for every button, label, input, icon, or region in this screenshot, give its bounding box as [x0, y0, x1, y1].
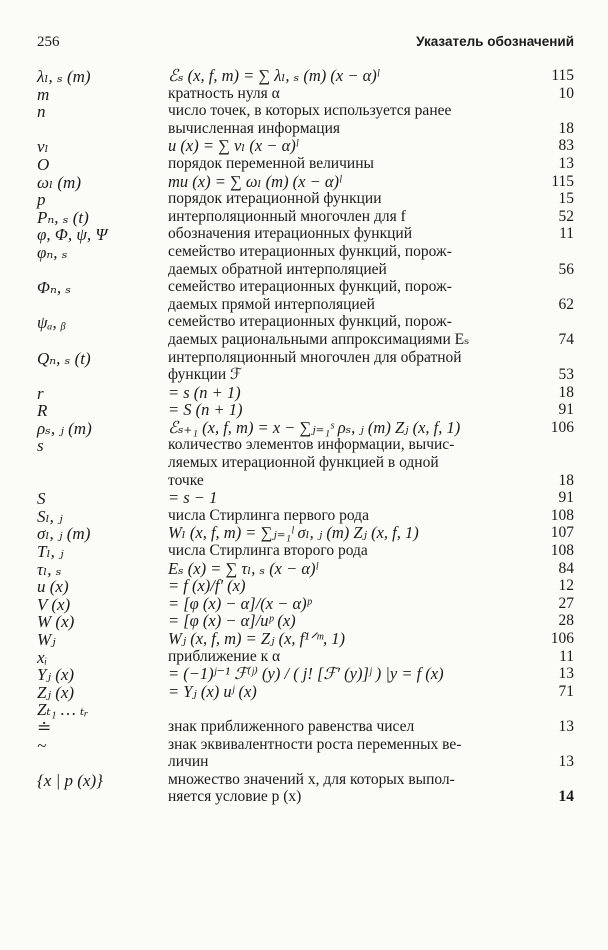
entry-page-ref: 115	[551, 67, 574, 84]
description-line: кратность нуля α	[168, 84, 280, 102]
entry-description	[168, 489, 528, 507]
description-line	[168, 700, 528, 718]
entry-description	[168, 225, 528, 243]
description-line: личин	[168, 753, 209, 771]
entry-page-ref: 56	[558, 260, 574, 278]
entry-symbol: S	[37, 489, 46, 509]
entry-page-ref: 14	[558, 788, 574, 806]
entry-page-ref: 71	[558, 682, 574, 700]
description-line: = [φ (x) − α]/(x − α)ᵖ	[168, 593, 312, 613]
entry-page-ref: 15	[558, 190, 574, 208]
index-entry	[37, 384, 574, 402]
description-line: = S (n + 1)	[168, 400, 243, 420]
entry-description	[168, 648, 528, 666]
entry-page-ref: 18	[558, 119, 574, 137]
entry-description	[168, 665, 528, 683]
description-line: семейство итерационных функций, порож-	[168, 313, 452, 331]
entry-page-ref: 83	[558, 137, 574, 155]
index-entry	[37, 208, 574, 226]
entry-symbol: φₙ, ₛ	[37, 242, 68, 262]
entry-description	[168, 595, 528, 613]
index-entry	[37, 560, 574, 578]
entry-page-ref: 74	[558, 330, 574, 348]
description-line: вычисленная информация	[168, 119, 340, 137]
entry-symbol: V (x)	[37, 594, 71, 614]
entry-page-ref: 11	[559, 225, 574, 243]
entry-symbol: ~	[37, 735, 47, 755]
index-entry	[37, 419, 574, 437]
description-line: порядок итерационной функции	[168, 190, 382, 208]
description-line: семейство итерационных функций, порож-	[168, 278, 452, 296]
entry-symbol: Qₙ, ₛ (t)	[37, 348, 91, 368]
entry-page-ref: 10	[558, 84, 574, 102]
entry-symbol: {x | p (x)}	[37, 770, 103, 790]
description-line: ляемых итерационной функцией в одной	[168, 454, 439, 472]
index-entry	[37, 577, 574, 595]
entry-description	[168, 436, 528, 489]
index-entry	[37, 137, 574, 155]
index-entry	[37, 630, 574, 648]
page-number: 256	[37, 34, 60, 50]
entry-page-ref: 13	[558, 665, 574, 683]
entry-symbol: Zₜ₁ … ₜᵣ	[37, 700, 89, 720]
entry-description	[168, 560, 528, 578]
index-entry	[37, 648, 574, 666]
description-line: интерполяционный многочлен для обратной	[168, 348, 462, 366]
entry-page-ref: 18	[558, 471, 574, 489]
entry-description	[168, 612, 528, 630]
entry-page-ref: 12	[558, 577, 574, 595]
description-line: семейство итерационных функций, порож-	[168, 242, 452, 260]
index-entry	[37, 524, 574, 542]
index-entry	[37, 489, 574, 507]
entry-page-ref: 11	[559, 647, 574, 665]
description-line: Wⱼ (x, f, m) = Zⱼ (x, f¹ᐟᵐ, 1)	[168, 629, 346, 648]
description-line: Wₗ (x, f, m) = ∑ⱼ₌₁ˡ σₗ, ⱼ (m) Zⱼ (x, f, 1)	[168, 523, 419, 543]
entry-description	[168, 102, 528, 137]
entry-description	[168, 718, 528, 736]
description-line: числа Стирлинга первого рода	[168, 506, 369, 524]
description-line: даемых рациональными аппроксимациями Eₛ	[168, 330, 470, 348]
index-entry	[37, 85, 574, 103]
index-entry	[37, 507, 574, 525]
description-line: Eₛ (x) = ∑ τₗ, ₛ (x − α)ˡ	[168, 558, 318, 578]
description-line: порядок переменной величины	[168, 154, 374, 172]
index-entry	[37, 155, 574, 173]
entry-description	[168, 313, 528, 348]
entry-symbol: ≐	[37, 717, 52, 737]
entry-symbol: R	[37, 401, 48, 421]
index-entry	[37, 612, 574, 630]
entry-symbol: u (x)	[37, 577, 69, 597]
description-line: функции ℱ	[168, 366, 243, 384]
index-entry	[37, 401, 574, 419]
entry-page-ref: 84	[558, 559, 574, 577]
entry-symbol: Yⱼ (x)	[37, 665, 75, 685]
entry-page-ref: 28	[558, 612, 574, 630]
entry-symbol: m	[37, 84, 50, 104]
description-line: = Yⱼ (x) uʲ (x)	[168, 681, 257, 701]
page-header	[37, 34, 574, 54]
index-entry	[37, 278, 574, 313]
entry-symbol: σₗ, ⱼ (m)	[37, 524, 91, 544]
entry-description	[168, 524, 528, 542]
entry-page-ref: 53	[558, 366, 574, 384]
entry-page-ref: 13	[558, 717, 574, 735]
index-entry	[37, 595, 574, 613]
entry-symbol: ρₛ, ⱼ (m)	[37, 418, 92, 438]
entry-description	[168, 630, 528, 648]
entry-page-ref: 13	[558, 753, 574, 771]
index-entry	[37, 313, 574, 348]
description-line: количество элементов информации, вычис-	[168, 436, 455, 454]
description-line: знак эквивалентности роста переменных ве-	[168, 735, 462, 753]
description-line: = (−1)ʲ⁻¹ ℱ⁽ʲ⁾ (y) / ( j! [ℱ′ (y)]ʲ ) |y = f (x)	[168, 664, 444, 684]
description-line: ℰₛ₊₁ (x, f, m) = x − ∑ⱼ₌₁ˢ ρₛ, ⱼ (m) Zⱼ (x, f, 1)	[168, 417, 461, 437]
index-entry	[37, 700, 574, 718]
entry-symbol: Pₙ, ₛ (t)	[37, 207, 89, 227]
description-line: = [φ (x) − α]/uᵖ (x)	[168, 611, 296, 631]
entry-page-ref: 115	[551, 172, 574, 190]
entry-description	[168, 384, 528, 402]
entry-symbol: ωₗ (m)	[37, 172, 81, 192]
entry-description	[168, 190, 528, 208]
description-line: точке	[168, 471, 204, 489]
index-entry	[37, 542, 574, 560]
entry-description	[168, 67, 528, 85]
entry-symbol: ψₐ, ᵦ	[37, 313, 66, 333]
index-entry	[37, 349, 574, 384]
description-line: даемых обратной интерполяцией	[168, 260, 387, 278]
entry-symbol: s	[37, 436, 44, 456]
index-entry	[37, 771, 574, 806]
index-entry	[37, 683, 574, 701]
description-line: няется условие p (x)	[168, 788, 302, 806]
entry-description	[168, 401, 528, 419]
description-line: множество значений x, для которых выпол-	[168, 770, 455, 788]
notation-index	[37, 67, 574, 806]
description-line: u (x) = ∑ νₗ (x − α)ˡ	[168, 136, 299, 156]
entry-description	[168, 542, 528, 560]
entry-description	[168, 577, 528, 595]
index-entry	[37, 67, 574, 85]
entry-symbol: λₗ, ₛ (m)	[37, 67, 91, 86]
entry-symbol: n	[37, 102, 46, 122]
entry-description	[168, 771, 528, 806]
entry-symbol: Tₗ, ⱼ	[37, 542, 64, 562]
index-entry	[37, 718, 574, 736]
entry-description	[168, 700, 528, 718]
entry-page-ref: 108	[550, 506, 574, 524]
entry-description	[168, 243, 528, 278]
entry-page-ref: 91	[558, 489, 574, 507]
entry-description	[168, 278, 528, 313]
index-entry	[37, 436, 574, 489]
entry-page-ref: 18	[558, 383, 574, 401]
entry-page-ref: 107	[550, 524, 574, 542]
entry-page-ref: 106	[550, 418, 574, 436]
entry-symbol: O	[37, 154, 50, 174]
description-line: даемых прямой интерполяцией	[168, 295, 375, 313]
entry-symbol: Sₗ, ⱼ	[37, 506, 63, 526]
entry-description	[168, 736, 528, 771]
index-entry	[37, 736, 574, 771]
description-line: mu (x) = ∑ ωₗ (m) (x − α)ˡ	[168, 171, 342, 191]
entry-description	[168, 137, 528, 155]
entry-symbol: r	[37, 383, 44, 403]
entry-symbol: τₗ, ₛ	[37, 559, 62, 579]
index-entry	[37, 665, 574, 683]
entry-symbol: Wⱼ	[37, 630, 56, 649]
entry-symbol: Zⱼ (x)	[37, 682, 75, 702]
entry-description	[168, 507, 528, 525]
description-line: обозначения итерационных функций	[168, 225, 412, 243]
index-entry	[37, 190, 574, 208]
entry-description	[168, 683, 528, 701]
entry-page-ref: 106	[550, 630, 574, 647]
entry-page-ref: 27	[558, 594, 574, 612]
running-title: Указатель обозначений	[416, 34, 574, 49]
description-line: приближение к α	[168, 647, 281, 665]
description-line: интерполяционный многочлен для f	[168, 207, 406, 225]
entry-symbol: φ, Φ, ψ, Ψ	[37, 225, 108, 245]
index-entry	[37, 243, 574, 278]
entry-page-ref: 108	[550, 542, 574, 560]
entry-description	[168, 208, 528, 226]
index-entry	[37, 173, 574, 191]
entry-page-ref: 13	[558, 154, 574, 172]
entry-symbol: p	[37, 190, 46, 210]
description-line: ℰₛ (x, f, m) = ∑ λₗ, ₛ (m) (x − α)ˡ	[168, 66, 379, 85]
description-line: = s (n + 1)	[168, 382, 241, 402]
entry-page-ref: 52	[558, 207, 574, 225]
index-entry	[37, 225, 574, 243]
entry-description	[168, 155, 528, 173]
entry-page-ref: 91	[558, 401, 574, 419]
description-line: = f (x)/f′ (x)	[168, 576, 246, 596]
entry-description	[168, 85, 528, 103]
description-line: числа Стирлинга второго рода	[168, 542, 368, 560]
entry-description	[168, 419, 528, 437]
entry-symbol: Φₙ, ₛ	[37, 278, 72, 298]
description-line: знак приближенного равенства чисел	[168, 717, 415, 735]
entry-symbol: νₗ	[37, 137, 49, 157]
description-line: число точек, в которых используется ранее	[168, 102, 452, 120]
description-line: = s − 1	[168, 488, 218, 508]
entry-description	[168, 173, 528, 191]
entry-symbol: W (x)	[37, 612, 75, 632]
entry-description	[168, 349, 528, 384]
index-entry	[37, 102, 574, 137]
entry-symbol: xᵢ	[37, 647, 48, 667]
entry-page-ref: 62	[558, 295, 574, 313]
